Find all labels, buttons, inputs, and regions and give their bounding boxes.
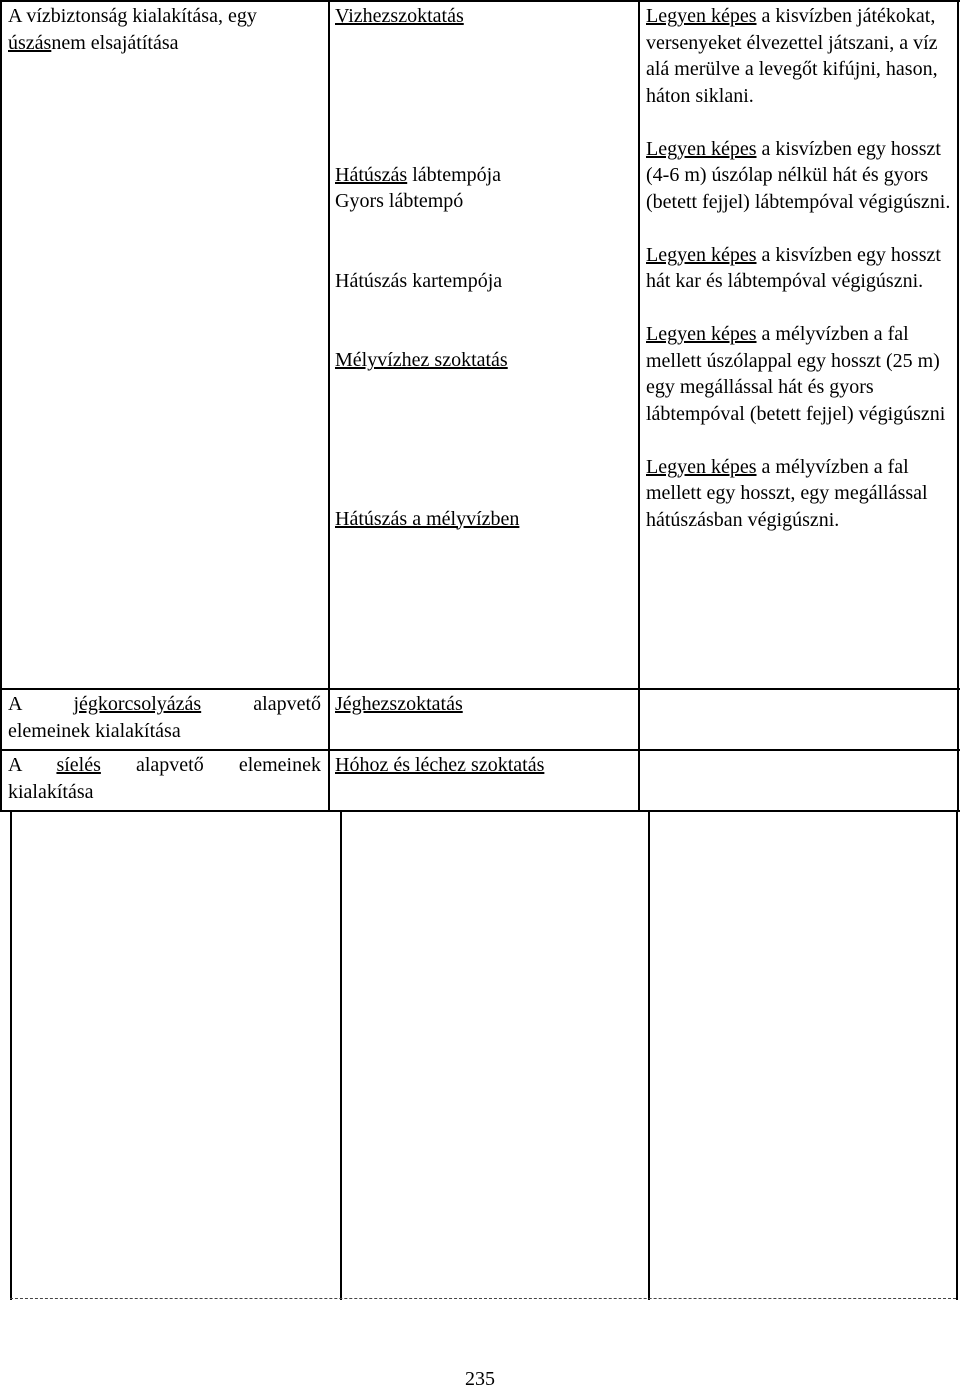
row-divider-1 [0, 688, 960, 690]
goal-text-1a: A vízbiztonság kialakítása, egy [8, 5, 257, 27]
goal-text-1b: nem elsajátítása [51, 31, 179, 54]
column-divider-1 [328, 0, 330, 812]
row-divider-2 [0, 749, 960, 751]
requirement-5-lead[interactable]: Legyen képes [646, 455, 757, 478]
topic-deep-water[interactable]: Mélyvízhez szoktatás [335, 349, 508, 371]
iceskating-link[interactable]: jégkorcsolyázás [73, 693, 202, 715]
row2-col1-cell [8, 691, 321, 744]
row1-col2-cell [335, 3, 635, 532]
backstroke-link[interactable]: Hátúszás [335, 163, 408, 186]
table-border-left [0, 0, 2, 812]
topic-backstroke-arm: Hátúszás kartempója [335, 269, 503, 292]
page-number: 235 [465, 1368, 495, 1390]
topic-water-familiarization[interactable]: Vizhezszoktatás [335, 5, 464, 27]
lower-frame-left [10, 812, 12, 1300]
skiing-goal-line1: A síelés alapvető elemeinek [8, 754, 321, 776]
topic-backstroke-kick: Hátúszás lábtempója [335, 163, 502, 186]
topic-snow-ski-familiarization[interactable]: Hóhoz és léchez szoktatás [335, 754, 545, 776]
topic-freestyle-kick: Gyors lábtempó [335, 190, 464, 212]
requirement-5: Legyen képes a mélyvízben a fal mellett egy hosszt, egy megállással hátúszásban végigúszni. [646, 455, 928, 531]
row3-col2-cell [335, 752, 635, 779]
skiing-link[interactable]: síelés [56, 754, 101, 776]
table-border-bottom [0, 810, 960, 812]
requirement-1-lead[interactable]: Legyen képes [646, 5, 757, 27]
topic-ice-familiarization[interactable]: Jéghezszoktatás [335, 693, 463, 715]
requirement-2-lead[interactable]: Legyen képes [646, 137, 757, 160]
requirement-2: Legyen képes a kisvízben egy hosszt (4-6 m) úszólap nélkül hát és gyors (betett fejjel) lábtempóval végigúszni. [646, 137, 951, 213]
iceskating-goal-line2: elemeinek kialakítása [8, 719, 181, 742]
row1-col3-cell [646, 3, 951, 533]
lower-frame-dashed-bottom [10, 1298, 956, 1299]
column-divider-2 [638, 0, 640, 812]
requirement-4-lead[interactable]: Legyen képes [646, 323, 757, 345]
table-border-right [957, 0, 959, 812]
row3-col1-cell [8, 752, 321, 805]
lower-frame-divider-2 [648, 812, 650, 1300]
topic-backstroke-deep-water[interactable]: Hátúszás a mélyvízben [335, 507, 520, 530]
table-border-top [0, 0, 960, 2]
requirement-1: Legyen képes a kisvízben játékokat, versenyeket élvezettel játszani, a víz alá merülve a levegőt kifújni, hason, háton siklani. [646, 5, 938, 107]
requirement-3: Legyen képes a kisvízben egy hosszt hát kar és lábtempóval végigúszni. [646, 243, 941, 292]
requirement-4: Legyen képes a mélyvízben a fal mellett úszólappal egy hosszt (25 m) egy megállással hát és gyors lábtempóval (betett fejjel) végigúszni [646, 323, 946, 425]
skiing-goal-line2: kialakítása [8, 780, 94, 803]
lower-frame-right [956, 812, 958, 1300]
iceskating-goal-line1: A jégkorcsolyázás alapvető [8, 693, 322, 715]
row1-col1-cell [8, 3, 308, 56]
swimming-link[interactable]: úszás [8, 31, 52, 54]
requirement-3-lead[interactable]: Legyen képes [646, 243, 757, 266]
lower-frame-divider-1 [340, 812, 342, 1300]
row2-col2-cell [335, 691, 635, 718]
